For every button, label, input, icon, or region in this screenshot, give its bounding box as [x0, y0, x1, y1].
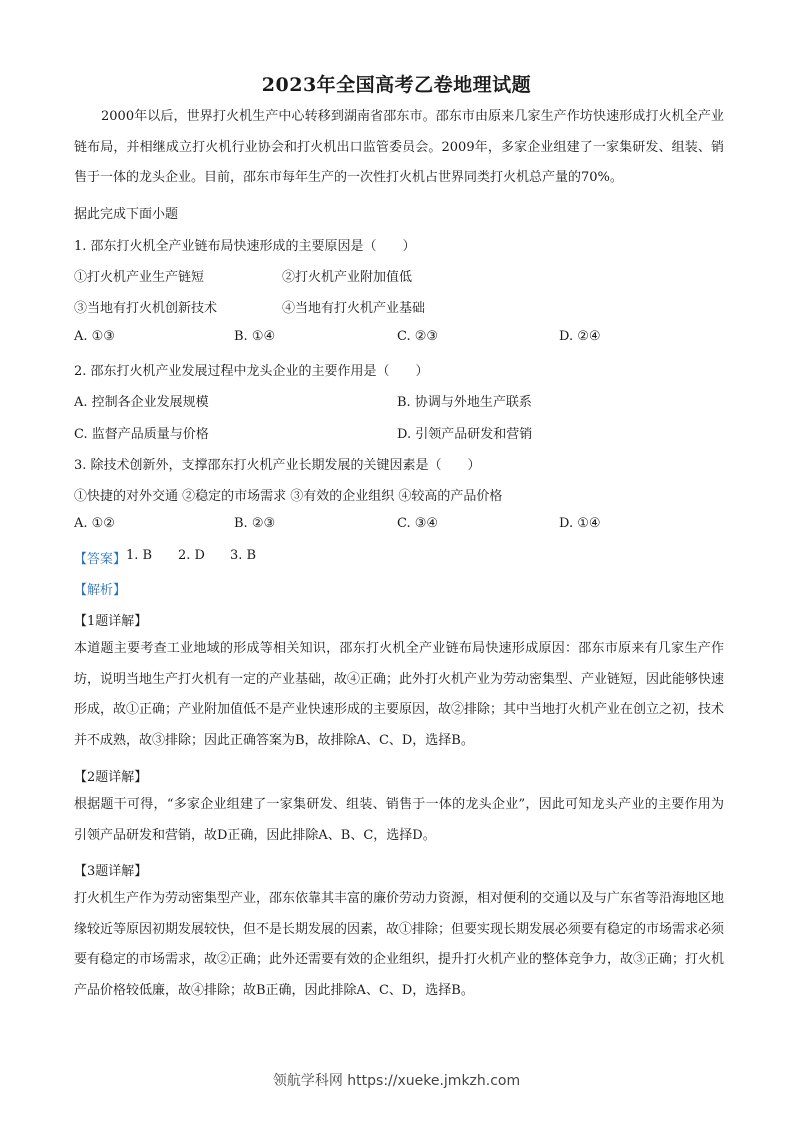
question-1-choices [74, 329, 724, 344]
page-title: 2023年全国高考乙卷地理试题 [261, 74, 532, 96]
question-1-statement-2: ②打火机产业附加值低 [282, 270, 413, 285]
question-3-choice-c: C. ③④ [397, 516, 439, 531]
question-1-statement-3: ③当地有打火机创新技术 [74, 301, 218, 316]
instruction-text: 据此完成下面小题 [74, 207, 179, 222]
detail-3-heading: 【3题详解】 [74, 864, 148, 879]
question-1-statements-row-2 [74, 297, 724, 316]
detail-2-heading: 【2题详解】 [74, 770, 148, 785]
detail-1-text: 本道题主要考查工业地域的形成等相关知识，邵东打火机全产业链布局快速形成原因：邵东市原来有几家生产作坊，说明当地生产打火机有一定的产业基础，故④正确；此外打火机产业为劳动密集型、产业链短，因此能够快速形成，故①正确；产业附加值低不是产业快速形成的主要原因，故②排除；其中当地打火机产业在创立之初，技术并不成熟，故③排除；因此正确答案为B，故排除A、C、D，选择B。 [74, 641, 725, 748]
question-2-choice-d: D. 引领产品研发和营销 [397, 427, 533, 442]
detail-1-heading: 【1题详解】 [74, 614, 148, 629]
question-1-choice-a: A. ①③ [74, 329, 115, 344]
question-3-statements: ①快捷的对外交通 ②稳定的市场需求 ③有效的企业组织 ④较高的产品价格 [74, 489, 503, 504]
question-1-stem: 1. 邵东打火机全产业链布局快速形成的主要原因是（ ） [74, 239, 416, 254]
question-3-choices [74, 516, 724, 531]
answer-3: 3. B [230, 548, 257, 563]
question-2-choice-a: A. 控制各企业发展规模 [74, 395, 209, 410]
answer-2: 2. D [178, 548, 205, 563]
question-1-choice-b: B. ①④ [234, 329, 276, 344]
intro-paragraph: 2000年以后，世界打火机生产中心转移到湖南省邵东市。邵东市由原来几家生产作坊快速形成打火机全产业链布局，并相继成立打火机行业协会和打火机出口监管委员会。2009年，多家企业组建了一家集研发、组装、销售于一体的龙头企业。目前，邵东市每年生产的一次性打火机占世界同类打火机总产量的70%。 [74, 109, 724, 186]
question-1-statements-row-1 [74, 266, 724, 285]
footer-watermark: 领航学科网 https://xueke.jmkzh.com [272, 1073, 521, 1089]
question-3-choice-a: A. ①② [74, 516, 115, 531]
question-2-choice-c: C. 监督产品质量与价格 [74, 427, 209, 442]
detail-3-text: 打火机生产作为劳动密集型产业，邵东依靠其丰富的廉价劳动力资源，相对便利的交通以及与广东省等沿海地区地缘较近等原因初期发展较快，但不是长期发展的因素，故①排除；但要实现长期发展必须要有稳定的市场需求必须要有稳定的市场需求，故②正确；此外还需要有效的企业组织，提升打火机产业的整体竞争力，故③正确；打火机产品价格较低廉，故④排除；故B正确，因此排除A、C、D，选择B。 [74, 891, 725, 998]
question-1-statement-4: ④当地有打火机产业基础 [282, 301, 426, 316]
detail-2-text: 根据题干可得，“多家企业组建了一家集研发、组装、销售于一体的龙头企业”，因此可知龙头产业的主要作用为引领产品研发和营销，故D正确，因此排除A、B、C，选择D。 [74, 797, 724, 843]
question-3-stem: 3. 除技术创新外，支撑邵东打火机产业长期发展的关键因素是（ ） [74, 458, 481, 473]
question-2-stem: 2. 邵东打火机产业发展过程中龙头企业的主要作用是（ ） [74, 364, 429, 379]
question-2-choices-row-1 [74, 391, 724, 410]
answer-label: 【答案】 [74, 552, 127, 567]
question-3-choice-d: D. ①④ [559, 516, 601, 531]
answer-line [74, 548, 724, 567]
question-1-choice-d: D. ②④ [559, 329, 601, 344]
analysis-label: 【解析】 [74, 583, 127, 598]
question-2-choices-row-2 [74, 423, 724, 442]
question-2-choice-b: B. 协调与外地生产联系 [397, 395, 532, 410]
answer-1: 1. B [126, 548, 153, 563]
question-1-choice-c: C. ②③ [397, 329, 439, 344]
question-1-statement-1: ①打火机产业生产链短 [74, 270, 205, 285]
question-3-choice-b: B. ②③ [234, 516, 276, 531]
